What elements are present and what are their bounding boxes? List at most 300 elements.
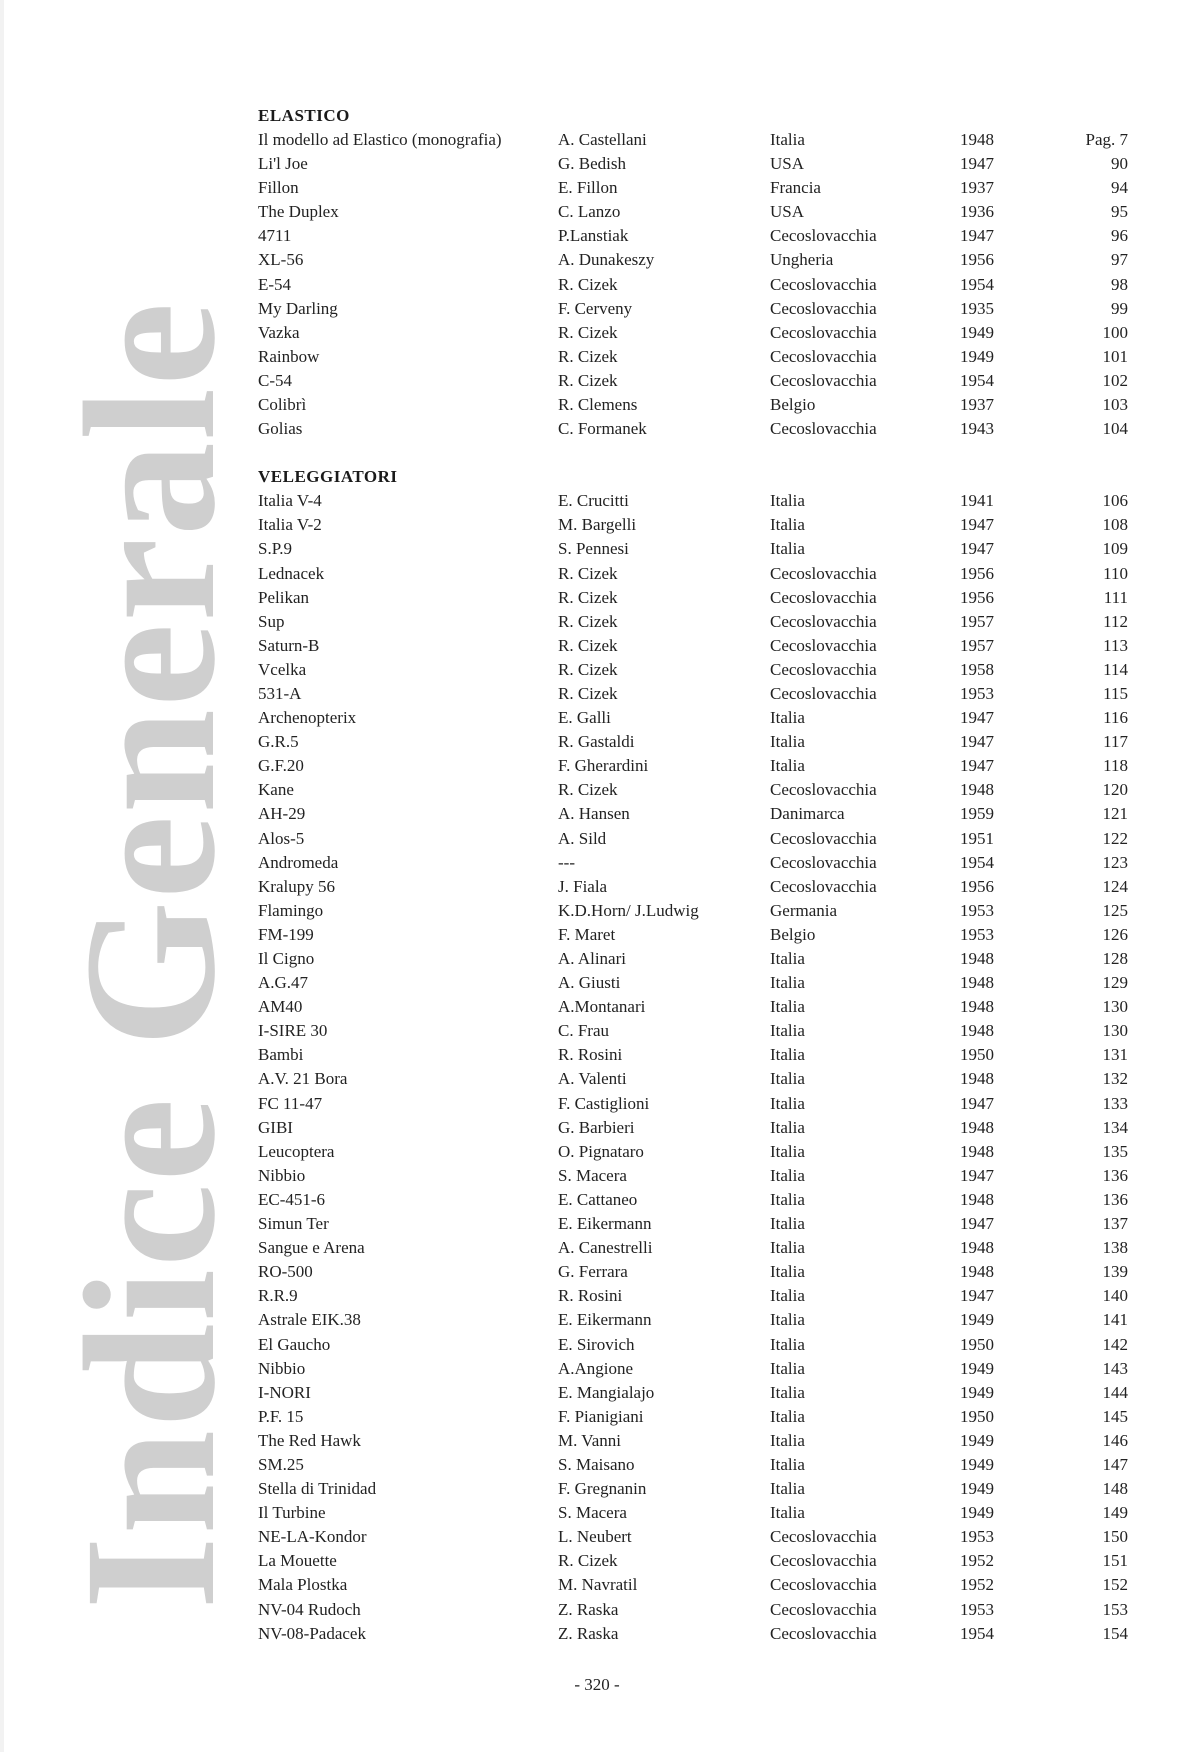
year-value: 1948: [960, 780, 994, 800]
country-name: Italia: [770, 491, 805, 511]
country-name: Italia: [770, 973, 805, 993]
year-value: 1956: [960, 587, 994, 607]
author-name: R. Clemens: [558, 395, 638, 415]
index-row: [258, 562, 1128, 586]
author-name: M. Bargelli: [558, 515, 637, 535]
country-name: Cecoslovacchia: [770, 346, 877, 366]
year-value: 1947: [960, 226, 994, 246]
author-name: R. Cizek: [558, 370, 618, 390]
author-name: R. Cizek: [558, 274, 618, 294]
year-value: 1959: [960, 804, 994, 824]
country-name: Italia: [770, 1503, 805, 1523]
author-name: S. Pennesi: [558, 539, 629, 559]
country-name: Italia: [770, 1141, 805, 1161]
year-value: 1947: [960, 732, 994, 752]
country-name: Cecoslovacchia: [770, 780, 877, 800]
index-row: [258, 1477, 1128, 1501]
country-name: Cecoslovacchia: [770, 563, 877, 583]
page-ref: 113: [1103, 635, 1128, 655]
model-name: Colibrì: [258, 395, 307, 415]
index-row: [258, 1598, 1128, 1622]
index-row: [258, 297, 1128, 321]
index-row: [258, 947, 1128, 971]
model-name: G.R.5: [258, 732, 299, 752]
model-name: A.V. 21 Bora: [258, 1069, 348, 1089]
author-name: C. Lanzo: [558, 202, 621, 222]
author-name: E. Crucitti: [558, 491, 629, 511]
page-ref: 143: [1102, 1358, 1128, 1378]
year-value: 1949: [960, 1358, 994, 1378]
author-name: F. Cerveny: [558, 298, 633, 318]
side-title: Indice Generale: [45, 300, 254, 1610]
index-row: [258, 1116, 1128, 1140]
model-name: Alos-5: [258, 828, 305, 848]
author-name: G. Bedish: [558, 154, 626, 174]
index-row: [258, 1067, 1128, 1091]
index-row: [258, 778, 1128, 802]
country-name: Cecoslovacchia: [770, 1527, 877, 1547]
year-value: 1956: [960, 250, 994, 270]
index-row: [258, 1092, 1128, 1116]
index-row: [258, 610, 1128, 634]
year-value: 1949: [960, 1479, 994, 1499]
index-row: [258, 923, 1128, 947]
model-name: FC 11-47: [258, 1093, 323, 1113]
author-name: R. Cizek: [558, 780, 618, 800]
year-value: 1947: [960, 1286, 994, 1306]
model-name: NV-08-Padacek: [258, 1623, 366, 1643]
page-ref: 142: [1102, 1334, 1128, 1354]
index-row: [258, 273, 1128, 297]
author-name: A. Dunakeszy: [558, 250, 655, 270]
index-row: [258, 1405, 1128, 1429]
author-name: E. Sirovich: [558, 1334, 635, 1354]
country-name: Italia: [770, 756, 805, 776]
page-ref: 136: [1102, 1189, 1128, 1209]
page-ref: 148: [1102, 1479, 1128, 1499]
model-name: RO-500: [258, 1262, 313, 1282]
author-name: S. Macera: [558, 1165, 627, 1185]
country-name: Italia: [770, 1238, 805, 1258]
author-name: E. Eikermann: [558, 1310, 652, 1330]
year-value: 1947: [960, 1214, 994, 1234]
author-name: E. Cattaneo: [558, 1189, 638, 1209]
author-name: P.Lanstiak: [558, 226, 629, 246]
year-value: 1949: [960, 1454, 994, 1474]
author-name: A. Hansen: [558, 804, 630, 824]
model-name: Andromeda: [258, 852, 339, 872]
country-name: Cecoslovacchia: [770, 274, 877, 294]
index-row: [258, 321, 1128, 345]
year-value: 1936: [960, 202, 994, 222]
index-row: [258, 634, 1128, 658]
model-name: A.G.47: [258, 973, 309, 993]
model-name: P.F. 15: [258, 1406, 304, 1426]
year-value: 1950: [960, 1406, 994, 1426]
model-name: Il modello ad Elastico (monografia): [258, 130, 502, 149]
author-name: A. Canestrelli: [558, 1238, 653, 1258]
model-name: E-54: [258, 274, 292, 294]
year-value: 1953: [960, 924, 994, 944]
model-name: 531-A: [258, 683, 302, 703]
model-name: Italia V-2: [258, 515, 322, 535]
year-value: 1952: [960, 1575, 994, 1595]
page-ref: 98: [1111, 274, 1128, 294]
year-value: 1948: [960, 1141, 994, 1161]
page-ref: 100: [1102, 322, 1128, 342]
country-name: Italia: [770, 1069, 805, 1089]
page-ref: 136: [1102, 1165, 1128, 1185]
model-name: La Mouette: [258, 1551, 337, 1571]
year-value: 1948: [960, 1189, 994, 1209]
index-row: [258, 827, 1128, 851]
section-title: ELASTICO: [258, 106, 350, 125]
country-name: Italia: [770, 130, 805, 149]
country-name: Cecoslovacchia: [770, 683, 877, 703]
section-gap: [258, 441, 1128, 465]
page-ref: 114: [1103, 659, 1128, 679]
country-name: Francia: [770, 178, 821, 198]
author-name: M. Navratil: [558, 1575, 638, 1595]
author-name: Z. Raska: [558, 1623, 619, 1643]
year-value: 1949: [960, 346, 994, 366]
year-value: 1947: [960, 1165, 994, 1185]
page-ref: 125: [1102, 900, 1128, 920]
index-row: [258, 1308, 1128, 1332]
model-name: Golias: [258, 419, 303, 439]
model-name: Astrale EIK.38: [258, 1310, 361, 1330]
page-ref: 110: [1103, 563, 1128, 583]
index-row: [258, 1140, 1128, 1164]
page-ref: 118: [1103, 756, 1128, 776]
model-name: Lednacek: [258, 563, 325, 583]
author-name: E. Eikermann: [558, 1214, 652, 1234]
author-name: C. Formanek: [558, 419, 647, 439]
model-name: Bambi: [258, 1045, 304, 1065]
year-value: 1949: [960, 322, 994, 342]
page-ref: 153: [1102, 1599, 1128, 1619]
model-name: Mala Plostka: [258, 1575, 348, 1595]
year-value: 1948: [960, 1238, 994, 1258]
page-ref: 145: [1102, 1406, 1128, 1426]
page-ref: 116: [1103, 708, 1128, 728]
author-name: L. Neubert: [558, 1527, 632, 1547]
index-row: [258, 537, 1128, 561]
page-ref: 134: [1102, 1117, 1128, 1137]
index-row: [258, 1573, 1128, 1597]
author-name: G. Barbieri: [558, 1117, 635, 1137]
index-row: [258, 995, 1128, 1019]
model-name: 4711: [258, 226, 292, 246]
country-name: Cecoslovacchia: [770, 876, 877, 896]
year-value: 1947: [960, 515, 994, 535]
page-ref: 106: [1102, 491, 1128, 511]
model-name: Sup: [258, 611, 285, 631]
year-value: 1935: [960, 298, 994, 318]
model-name: The Red Hawk: [258, 1430, 361, 1450]
model-name: Flamingo: [258, 900, 324, 920]
model-name: R.R.9: [258, 1286, 298, 1306]
index-row: [258, 1525, 1128, 1549]
page-ref: 150: [1102, 1527, 1128, 1547]
index-row: [258, 417, 1128, 441]
model-name: The Duplex: [258, 202, 339, 222]
index-table: [258, 104, 1128, 1646]
country-name: Italia: [770, 732, 805, 752]
index-row: [258, 1019, 1128, 1043]
page-ref: 90: [1111, 154, 1128, 174]
country-name: Italia: [770, 1382, 805, 1402]
model-name: My Darling: [258, 298, 338, 318]
country-name: Italia: [770, 1021, 805, 1041]
country-name: Italia: [770, 1093, 805, 1113]
country-name: Cecoslovacchia: [770, 419, 877, 439]
author-name: R. Cizek: [558, 346, 618, 366]
author-name: R. Cizek: [558, 563, 618, 583]
country-name: Italia: [770, 1189, 805, 1209]
author-name: R. Cizek: [558, 635, 618, 655]
model-name: Il Cigno: [258, 949, 315, 968]
model-name: I-SIRE 30: [258, 1021, 328, 1041]
country-name: USA: [770, 202, 805, 222]
page-ref: 101: [1102, 346, 1128, 366]
author-name: R. Cizek: [558, 1551, 618, 1571]
year-value: 1948: [960, 1069, 994, 1089]
author-name: R. Cizek: [558, 611, 618, 631]
page-ref: 132: [1102, 1069, 1128, 1089]
year-value: 1954: [960, 370, 994, 390]
country-name: Cecoslovacchia: [770, 852, 877, 872]
country-name: Italia: [770, 1165, 805, 1185]
model-name: El Gaucho: [258, 1334, 331, 1354]
country-name: Cecoslovacchia: [770, 226, 877, 246]
model-name: XL-56: [258, 250, 304, 270]
index-row: [258, 513, 1128, 537]
year-value: 1937: [960, 178, 994, 198]
page-ref: 104: [1102, 419, 1128, 439]
author-name: O. Pignataro: [558, 1141, 644, 1161]
author-name: R. Cizek: [558, 322, 618, 342]
index-row: [258, 393, 1128, 417]
country-name: Cecoslovacchia: [770, 1623, 877, 1643]
page-ref: 122: [1102, 828, 1128, 848]
author-name: F. Gherardini: [558, 756, 649, 776]
model-name: C-54: [258, 370, 292, 390]
page-ref: 141: [1102, 1310, 1128, 1330]
author-name: M. Vanni: [558, 1430, 621, 1450]
page-ref: 139: [1102, 1262, 1128, 1282]
page-ref: 130: [1102, 997, 1128, 1017]
country-name: Italia: [770, 949, 805, 968]
page-ref: 120: [1102, 780, 1128, 800]
year-value: 1948: [960, 1262, 994, 1282]
page-ref: 149: [1102, 1503, 1128, 1523]
page-ref: 144: [1102, 1382, 1128, 1402]
author-name: F. Gregnanin: [558, 1479, 647, 1499]
year-value: 1952: [960, 1551, 994, 1571]
year-value: 1947: [960, 1093, 994, 1113]
author-name: A. Valenti: [558, 1069, 627, 1089]
country-name: Danimarca: [770, 804, 845, 824]
author-name: A. Alinari: [558, 949, 626, 968]
page-ref: 112: [1103, 611, 1128, 631]
page-ref: 102: [1102, 370, 1128, 390]
index-row: [258, 1501, 1128, 1525]
author-name: A. Giusti: [558, 973, 621, 993]
page-ref: 99: [1111, 298, 1128, 318]
model-name: Li'l Joe: [258, 154, 308, 174]
index-row: [258, 1236, 1128, 1260]
model-name: Vcelka: [258, 659, 307, 679]
page-ref: 97: [1111, 250, 1128, 270]
model-name: Simun Ter: [258, 1214, 329, 1234]
year-value: 1941: [960, 491, 994, 511]
author-name: S. Macera: [558, 1503, 627, 1523]
year-value: 1949: [960, 1503, 994, 1523]
country-name: Italia: [770, 1262, 805, 1282]
page-ref: 147: [1102, 1454, 1128, 1474]
page-edge: [0, 0, 4, 1752]
page-ref: 135: [1102, 1141, 1128, 1161]
country-name: Cecoslovacchia: [770, 828, 877, 848]
index-row: [258, 586, 1128, 610]
year-value: 1947: [960, 708, 994, 728]
index-row: [258, 1284, 1128, 1308]
index-row: [258, 128, 1128, 152]
author-name: ---: [558, 852, 575, 872]
index-row: [258, 1357, 1128, 1381]
year-value: 1937: [960, 395, 994, 415]
model-name: Nibbio: [258, 1165, 306, 1185]
model-name: GIBI: [258, 1117, 293, 1137]
index-row: [258, 682, 1128, 706]
model-name: NV-04 Rudoch: [258, 1599, 361, 1619]
index-row: [258, 971, 1128, 995]
index-row: [258, 802, 1128, 826]
year-value: 1948: [960, 1021, 994, 1041]
index-row: [258, 369, 1128, 393]
model-name: NE-LA-Kondor: [258, 1527, 367, 1547]
author-name: S. Maisano: [558, 1454, 635, 1474]
index-row: [258, 489, 1128, 513]
country-name: Ungheria: [770, 250, 834, 270]
section-title: VELEGGIATORI: [258, 467, 398, 487]
page-ref: 121: [1102, 804, 1128, 824]
index-row: [258, 1453, 1128, 1477]
model-name: Leucoptera: [258, 1141, 335, 1161]
page-ref: 126: [1102, 924, 1128, 944]
page-ref: 130: [1102, 1021, 1128, 1041]
year-value: 1948: [960, 1117, 994, 1137]
year-value: 1953: [960, 683, 994, 703]
country-name: Cecoslovacchia: [770, 659, 877, 679]
index-row: [258, 224, 1128, 248]
page-ref: 131: [1102, 1045, 1128, 1065]
country-name: Cecoslovacchia: [770, 370, 877, 390]
author-name: J. Fiala: [558, 876, 608, 896]
author-name: A. Castellani: [558, 130, 647, 149]
country-name: Italia: [770, 1479, 805, 1499]
model-name: Vazka: [258, 322, 300, 342]
model-name: Pelikan: [258, 587, 309, 607]
page-ref: 154: [1102, 1623, 1128, 1643]
index-row: [258, 875, 1128, 899]
author-name: Z. Raska: [558, 1599, 619, 1619]
author-name: R. Cizek: [558, 659, 618, 679]
model-name: FM-199: [258, 924, 314, 944]
page-ref: 151: [1102, 1551, 1128, 1571]
country-name: Italia: [770, 515, 805, 535]
year-value: 1949: [960, 1382, 994, 1402]
year-value: 1951: [960, 828, 994, 848]
index-row: [258, 1622, 1128, 1646]
country-name: Cecoslovacchia: [770, 322, 877, 342]
year-value: 1943: [960, 419, 994, 439]
year-value: 1950: [960, 1334, 994, 1354]
model-name: EC-451-6: [258, 1189, 326, 1209]
model-name: Sangue e Arena: [258, 1238, 365, 1258]
page-ref: 95: [1111, 202, 1128, 222]
index-row: [258, 754, 1128, 778]
model-name: Saturn-B: [258, 635, 320, 655]
year-value: 1957: [960, 611, 994, 631]
author-name: A.Angione: [558, 1358, 634, 1378]
year-value: 1954: [960, 852, 994, 872]
author-name: F. Castiglioni: [558, 1093, 650, 1113]
page-ref: 94: [1111, 178, 1128, 198]
country-name: Italia: [770, 1406, 805, 1426]
country-name: Cecoslovacchia: [770, 1599, 877, 1619]
country-name: Italia: [770, 1045, 805, 1065]
model-name: Archenopterix: [258, 708, 357, 728]
year-value: 1956: [960, 876, 994, 896]
model-name: AM40: [258, 997, 303, 1017]
model-name: Italia V-4: [258, 491, 322, 511]
index-row: [258, 1212, 1128, 1236]
country-name: Cecoslovacchia: [770, 1575, 877, 1595]
country-name: Italia: [770, 1286, 805, 1306]
author-name: F. Maret: [558, 924, 616, 944]
index-row: [258, 658, 1128, 682]
model-name: Kralupy 56: [258, 876, 335, 896]
year-value: 1949: [960, 1430, 994, 1450]
page-ref: 103: [1102, 395, 1128, 415]
page-ref: 146: [1102, 1430, 1128, 1450]
model-name: Il Turbine: [258, 1503, 326, 1523]
model-name: Kane: [258, 780, 294, 800]
model-name: S.P.9: [258, 539, 293, 559]
year-value: 1947: [960, 154, 994, 174]
model-name: Nibbio: [258, 1358, 306, 1378]
page-ref: 140: [1102, 1286, 1128, 1306]
page-ref: 124: [1102, 876, 1128, 896]
author-name: C. Frau: [558, 1021, 609, 1041]
page-ref: 111: [1103, 587, 1128, 607]
model-name: Rainbow: [258, 346, 320, 366]
author-name: A.Montanari: [558, 997, 646, 1017]
author-name: R. Rosini: [558, 1045, 623, 1065]
page-ref: 138: [1102, 1238, 1128, 1258]
year-value: 1949: [960, 1310, 994, 1330]
country-name: Cecoslovacchia: [770, 635, 877, 655]
country-name: Belgio: [770, 395, 816, 415]
year-value: 1953: [960, 1527, 994, 1547]
year-value: 1948: [960, 997, 994, 1017]
index-row: [258, 1549, 1128, 1573]
country-name: Italia: [770, 1310, 805, 1330]
page-ref: 137: [1102, 1214, 1128, 1234]
index-row: [258, 200, 1128, 224]
